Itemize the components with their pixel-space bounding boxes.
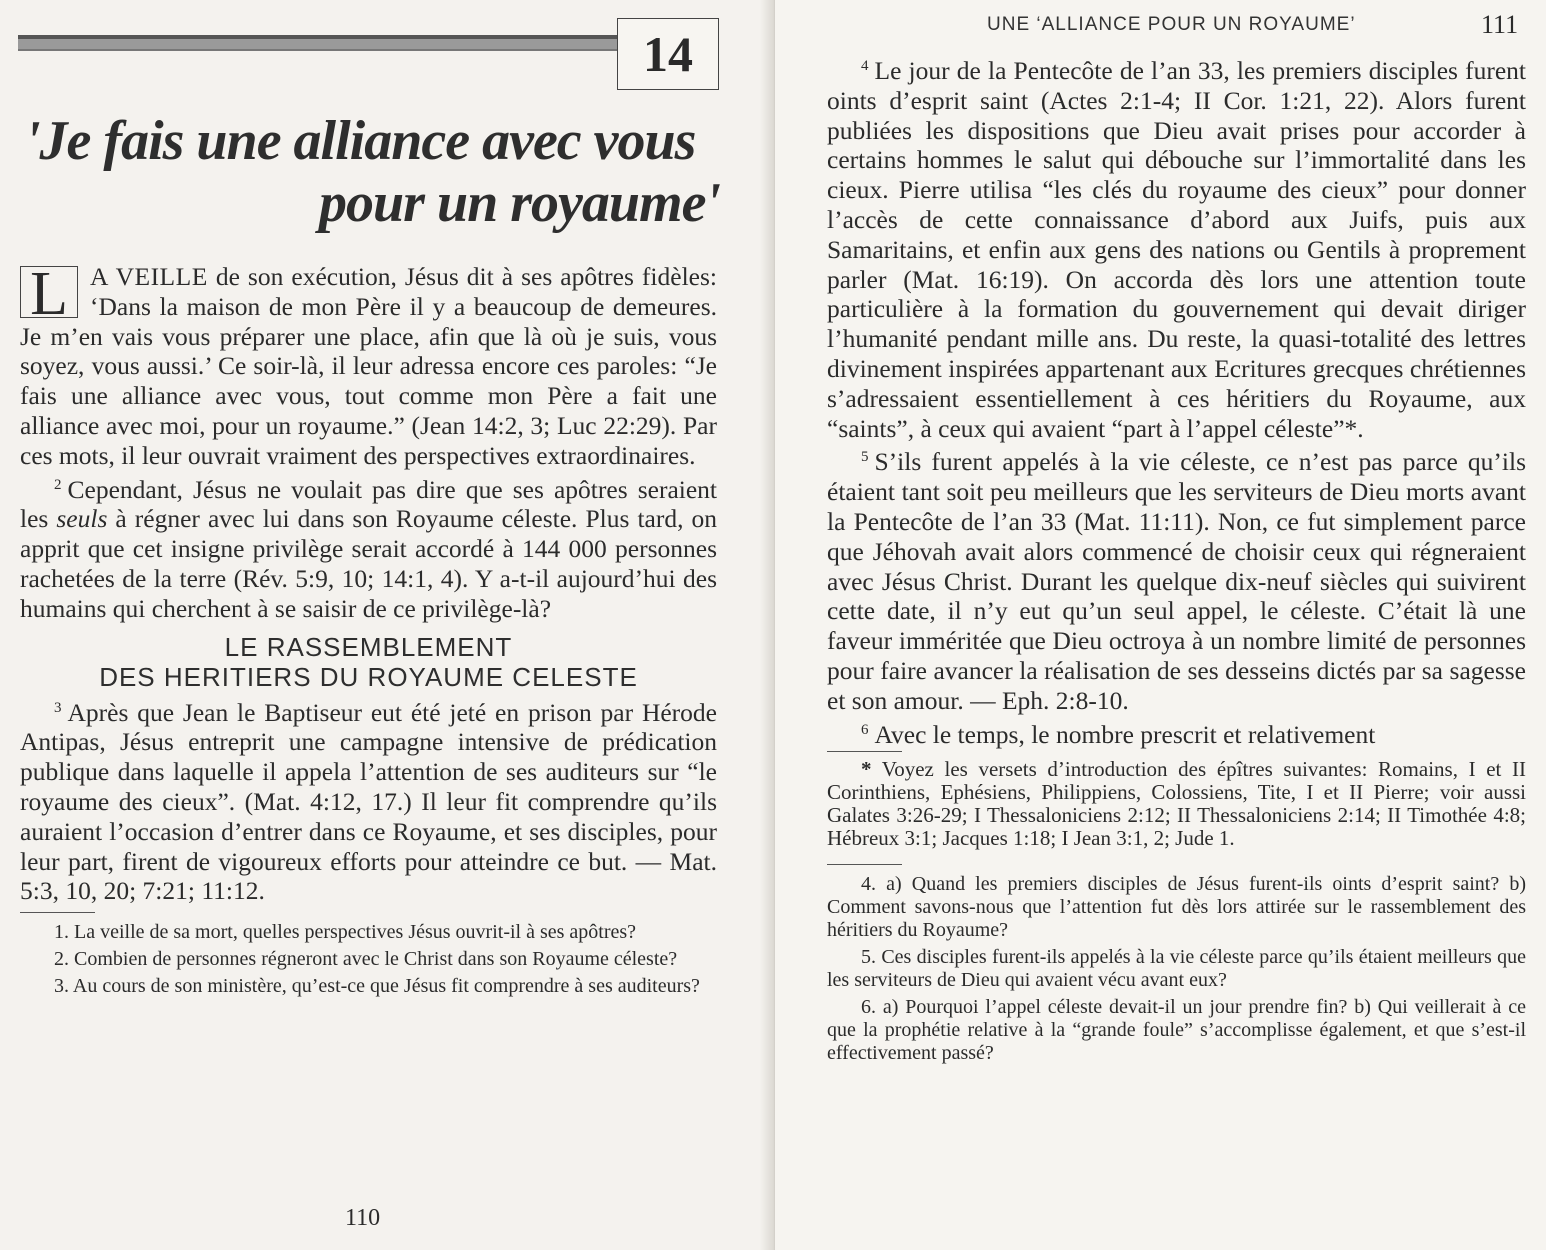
chapter-title (25, 110, 725, 234)
running-head: UNE ‘ALLIANCE POUR UN ROYAUME’ (987, 14, 1356, 35)
question-5: 5. Ces disciples furent-ils appelés à la vie céleste parce qu’ils étaient meilleurs que les serviteurs de Dieu qui avaient vécu avant eux? (827, 946, 1526, 992)
section-subheading (20, 632, 717, 692)
subheading-line2: DES HERITIERS DU ROYAUME CELESTE (99, 661, 638, 692)
chapter-title-line1: 'Je fais une alliance avec vous (25, 110, 696, 172)
footnote (827, 758, 1526, 850)
footnote-text: Voyez les versets d’introduction des épîtres suivantes: Romains, I et II Corinthiens, Ephésiens, Philippiens, Colossiens, Tite, I et II Pierre; voir aussi Galates 3:26-29; I Thessaloniciens 2:12; II Thessaloniciens 2:14; II Timothée 4:8; Hébreux 3:1; Jacques 1:18; I Jean 3:1, 2; Jude 1. (827, 757, 1527, 851)
paragraph-number: 4 (861, 58, 869, 74)
chapter-rule (18, 35, 618, 51)
drop-cap: L (20, 266, 78, 318)
paragraph-number: 6 (861, 721, 869, 738)
question-3: 3. Au cours de son ministère, qu’est-ce que Jésus fit comprendre à ses auditeurs? (54, 975, 700, 998)
paragraph-1 (20, 262, 717, 471)
paragraph-6-text: Avec le temps, le nombre prescrit et relativement (874, 719, 1376, 749)
chapter-number: 14 (617, 18, 719, 90)
study-questions-right (827, 873, 1526, 1065)
question-6: 6. a) Pourquoi l’appel céleste devait-il un jour prendre fin? b) Qui veillerait à ce que la prophétie relative à la “grande foule” s’accomplisse également, et que s’est-il effectivement passé? (827, 996, 1526, 1065)
subheading-line1: LE RASSEMBLEMENT (224, 631, 513, 662)
paragraph-4-text: Le jour de la Pentecôte de l’an 33, les premiers disciples furent oints d’esprit saint (Actes 2:1-4; II Cor. 1:21, 22). Alors furent publiées les dispositions que Dieu avait prises pour accorder à certains hommes le salut qui débouche sur l’immortalité dans les cieux. Pierre utilisa “les clés du royaume des cieux” pour donner l’accès de cette connaissance d’abord aux Juifs, puis aux Samaritains, et enfin aux gens des nations ou Gentils à proprement parler (Mat. 16:19). On accorda dès lors une attention toute particulière à la formation du gouvernement qui devait diriger l’humanité pendant mille ans. Du reste, la quasi-totalité des lettres divinement inspirées appartenant aux Ecritures grecques chrétiennes s’adressaient essentiellement à ces héritiers du Royaume, aux “saints”, à ceux qui avaient “part à l’appel céleste”*. (827, 56, 1526, 443)
footnote-marker: * (861, 757, 872, 782)
paragraph-5 (827, 443, 1526, 715)
paragraph-number: 5 (861, 449, 869, 466)
question-1: 1. La veille de sa mort, quelles perspectives Jésus ouvrit-il à ses apôtres? (54, 921, 637, 944)
paragraph-6 (827, 716, 1526, 750)
right-page (775, 0, 1546, 1250)
paragraph-3 (20, 694, 717, 907)
paragraph-1-caps: A VEILLE (90, 262, 208, 291)
chapter-title-line2: pour un royaume' (319, 172, 720, 234)
paragraph-2-italic: seuls (56, 504, 108, 534)
paragraph-5-text: S’ils furent appelés à la vie céleste, ce n’est pas parce qu’ils étaient tant soit peu meilleurs que les serviteurs de Dieu morts avant la Pentecôte de l’an 33 (Mat. 11:11). Non, ce fut simplement parce que Jéhovah avait alors commencé de choisir ceux qui régneraient avec Jésus Christ. Durant les quelque dix-neuf siècles qui suivirent cette date, il n’y eut qu’un seul appel, le céleste. C’était là une faveur imméritée que Dieu octroya à un nombre limité de personnes pour faire avancer la réalisation de ses desseins dictés par sa sagesse et son amour. — Eph. 2:8-10. (827, 447, 1526, 715)
paragraph-2 (20, 471, 717, 624)
questions-rule (20, 912, 95, 913)
paragraph-3-text: Après que Jean le Baptiseur eut été jeté en prison par Hérode Antipas, Jésus entreprit une campagne intensive de prédication publique dans laquelle il appela l’attention de ses auditeurs sur “le royaume des cieux”. (Mat. 4:12, 17.) Il leur fit comprendre qu’ils auraient l’occasion d’entrer dans ce Royaume, et ses disciples, pour leur part, firent de vigoureux efforts pour atteindre ce but. — Mat. 5:3, 10, 20; 7:21; 11:12. (20, 697, 717, 906)
question-2: 2. Combien de personnes régneront avec le Christ dans son Royaume céleste? (54, 948, 678, 971)
paragraph-4 (827, 52, 1526, 443)
questions-rule (827, 864, 902, 865)
paragraph-2-text-a: Cependant, Jésus ne voulait pas dire que ses apôtres seraient les (20, 474, 717, 534)
right-body (827, 52, 1526, 1069)
footnote-rule (827, 751, 902, 752)
study-questions-left (20, 921, 717, 998)
paragraph-number: 2 (54, 476, 62, 493)
paragraph-1-text: de son exécution, Jésus dit à ses apôtres fidèles: ‘Dans la maison de mon Père il y a beaucoup de demeures. Je m’en vais vous préparer une place, afin que là où je suis, vous soyez, vous aussi.’ Ce soir-là, il leur adressa encore ces paroles: “Je fais une alliance avec vous, tout comme mon Père a fait une alliance avec moi, pour un royaume.” (Jean 14:2, 3; Luc 22:29). Par ces mots, il leur ouvrait vraiment des perspectives extraordinaires. (20, 262, 717, 470)
paragraph-number: 3 (54, 699, 62, 716)
question-4: 4. a) Quand les premiers disciples de Jésus furent-ils oints d’esprit saint? b) Comment savons-nous que l’attention fut dès lors attirée sur le rassemblement des héritiers du Royaume? (827, 873, 1526, 942)
page-number-left: 110 (345, 1205, 381, 1231)
left-body (20, 262, 717, 1002)
page-number-right: 111 (1481, 10, 1519, 39)
paragraph-2-text-b: à régner avec lui dans son Royaume céleste. Plus tard, on apprit que cet insigne privilège serait accordé à 144 000 personnes rachetées de la terre (Rév. 5:9, 10; 14:1, 4). Y a-t-il aujourd’hui des humains qui cherchent à se saisir de ce privilège-là? (20, 504, 718, 623)
